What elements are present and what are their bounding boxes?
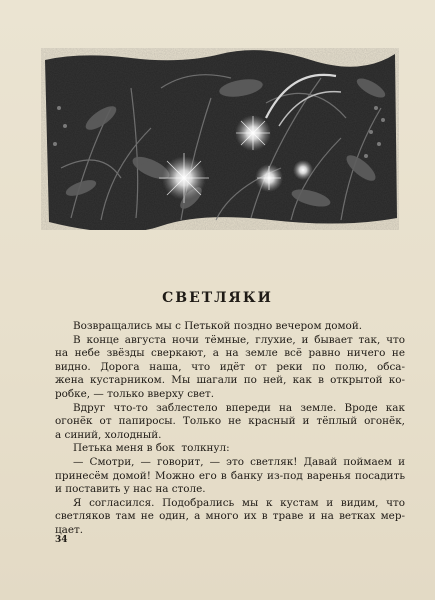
text-line: светляков там не один, а много их в траве и на ветках мер- <box>55 510 405 523</box>
text-line: цает. <box>55 523 84 536</box>
text-line: Вдруг что-то заблестело впереди на земле. Вроде как <box>73 401 405 414</box>
text-line: робке, — только вверху свет. <box>55 387 215 400</box>
text-line: огонёк от папиросы. Только не красный и тёплый огонёк, <box>55 415 405 428</box>
story-title: СВЕТЛЯКИ <box>162 290 273 306</box>
text-line: В конце августа ночи тёмные, глухие, и бывает так, что <box>73 333 405 346</box>
text-line: а синий, холодный. <box>55 428 162 441</box>
page-number: 34 <box>55 535 68 545</box>
text-line: жена кустарником. Мы шагали по ней, как в открытой ко- <box>55 374 405 387</box>
story-text <box>55 320 405 538</box>
text-line: на небе звёзды сверкают, а на земле всё равно ничего не <box>55 347 405 360</box>
text-line: принесём домой! Можно его в банку из-под варенья посадить <box>55 469 405 482</box>
text-line: Я согласился. Подобрались мы к кустам и видим, что <box>73 496 405 509</box>
text-line: Петька меня в бок толкнул: <box>73 442 230 455</box>
text-line: Возвращались мы с Петькой поздно вечером домой. <box>73 320 363 332</box>
text-line: — Смотри, — говорит, — это светляк! Давай поймаем и <box>73 455 405 468</box>
night-fireflies-illustration <box>41 48 399 230</box>
text-line: видно. Дорога наша, что идёт от реки по полю, обса- <box>55 360 405 373</box>
text-line: и поставить у нас на столе. <box>55 483 206 496</box>
